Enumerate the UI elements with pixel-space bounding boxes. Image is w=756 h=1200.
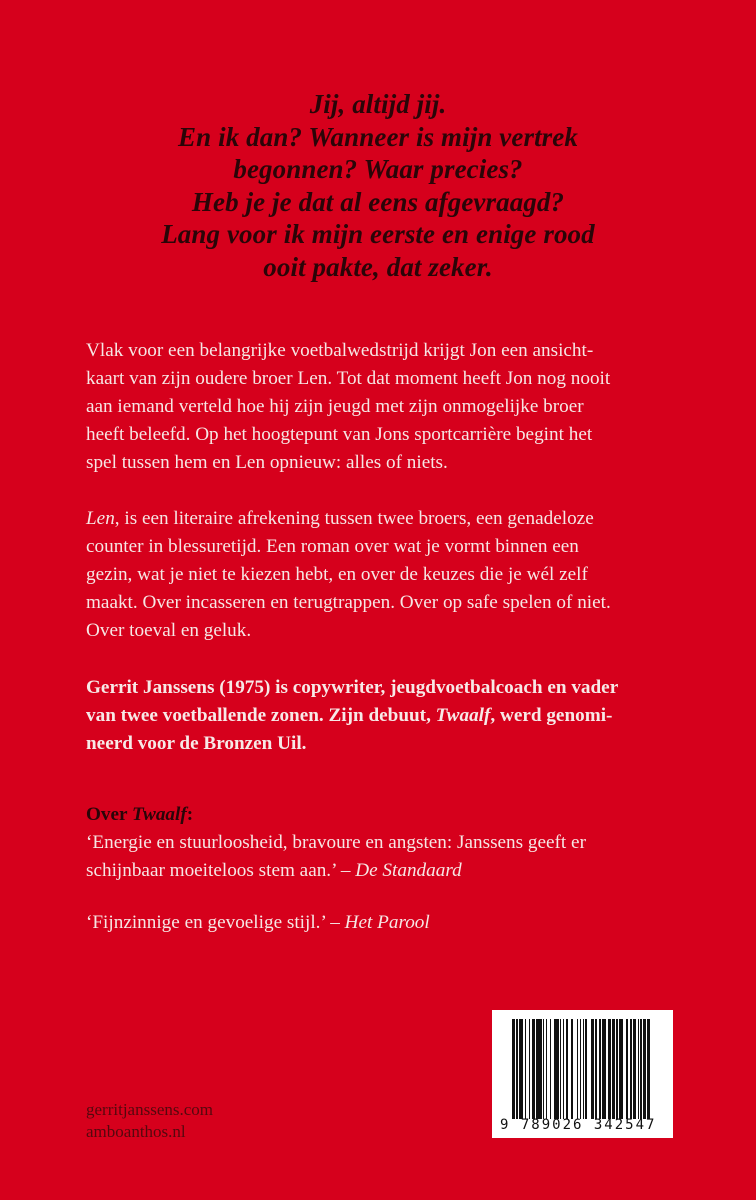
book-title: Len bbox=[86, 508, 115, 529]
website-links bbox=[86, 1099, 213, 1143]
text-line: heeft beleefd. Op het hoogtepunt van Jons sportcarrière begint het bbox=[86, 424, 593, 445]
review-line bbox=[86, 909, 686, 937]
debut-title: Twaalf bbox=[435, 705, 491, 726]
text-line: Gerrit Janssens (1975) is copywriter, jeugdvoetbalcoach en vader bbox=[86, 677, 619, 698]
quote-line: Lang voor ik mijn eerste en enige rood bbox=[161, 219, 595, 249]
review-source: Het Parool bbox=[344, 912, 430, 933]
reviews-heading bbox=[86, 801, 686, 829]
text-line: counter in blessuretijd. Een roman over wat je vormt binnen een bbox=[86, 536, 579, 557]
isbn-number: 9 789026 342547 bbox=[500, 1117, 657, 1133]
text-fragment: van twee voetballende zonen. Zijn debuut, bbox=[86, 705, 436, 726]
review-line: ‘Energie en stuurloosheid, bravoure en angsten: Janssens geeft er bbox=[86, 832, 586, 853]
text-line bbox=[86, 505, 686, 533]
text-line: Over toeval en geluk. bbox=[86, 620, 252, 641]
text-line: spel tussen hem en Len opnieuw: alles of niets. bbox=[86, 452, 448, 473]
text-line: Vlak voor een belangrijke voetbalwedstrijd krijgt Jon een ansicht- bbox=[86, 340, 594, 361]
text-fragment: , werd genomi- bbox=[490, 705, 613, 726]
review-2 bbox=[86, 909, 686, 937]
back-cover-quote bbox=[0, 88, 756, 283]
quote-line: Heb je je dat al eens afgevraagd? bbox=[191, 186, 565, 217]
publisher-website-link[interactable]: amboanthos.nl bbox=[86, 1122, 186, 1141]
text-line: maakt. Over incasseren en terugtrappen. Over op safe spelen of niet. bbox=[86, 592, 611, 613]
review-source: De Standaard bbox=[355, 860, 462, 881]
text-line: neerd voor de Bronzen Uil. bbox=[86, 733, 307, 754]
barcode-bars bbox=[512, 1019, 652, 1119]
quote-line: En ik dan? Wanneer is mijn vertrek bbox=[178, 121, 578, 152]
quote-line: Jij, altijd jij. bbox=[309, 89, 447, 119]
author-website-link[interactable]: gerritjanssens.com bbox=[86, 1100, 213, 1119]
text-fragment: , is een literaire afrekening tussen twee broers, een genadeloze bbox=[114, 508, 594, 529]
isbn-barcode bbox=[492, 1010, 673, 1138]
text-line: kaart van zijn oudere broer Len. Tot dat moment heeft Jon nog nooit bbox=[86, 368, 611, 389]
text-fragment: ‘Fijnzinnige en gevoelige stijl.’ – bbox=[86, 912, 345, 933]
review-line bbox=[86, 857, 686, 885]
reviewed-title: Twaalf bbox=[132, 804, 187, 825]
text-fragment: schijnbaar moeiteloos stem aan.’ – bbox=[86, 860, 356, 881]
quote-line: begonnen? Waar precies? bbox=[233, 154, 523, 184]
text-fragment: Over bbox=[86, 804, 133, 825]
reviews-section bbox=[86, 801, 686, 885]
text-line: gezin, wat je niet te kiezen hebt, en over de keuzes die je wél zelf bbox=[86, 564, 588, 585]
text-fragment: : bbox=[186, 804, 194, 825]
quote-line: ooit pakte, dat zeker. bbox=[263, 251, 493, 282]
author-bio bbox=[86, 674, 686, 758]
text-line: aan iemand verteld hoe hij zijn jeugd met zijn onmogelijke broer bbox=[86, 396, 584, 417]
barcode-space bbox=[650, 1019, 651, 1119]
synopsis-paragraph bbox=[86, 337, 686, 477]
description-paragraph bbox=[86, 505, 686, 645]
text-line bbox=[86, 702, 686, 730]
